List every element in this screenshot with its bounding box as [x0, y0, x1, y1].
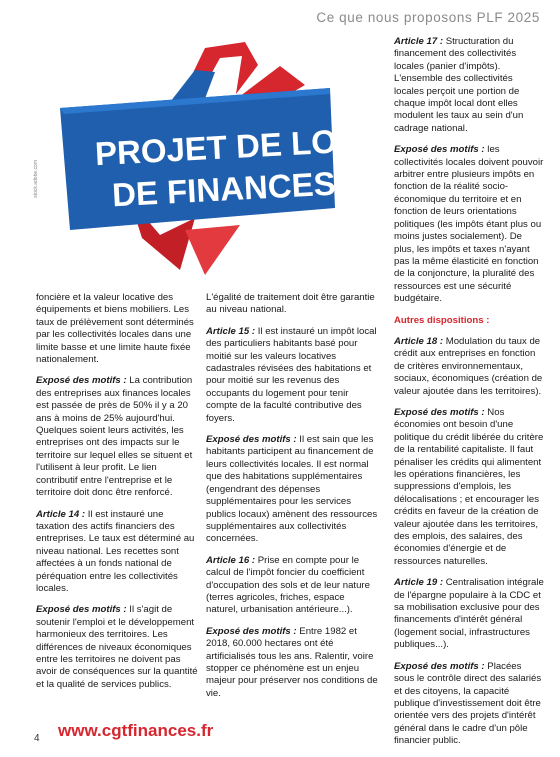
- paragraph: Article 14 : Il est instauré une taxation des actifs financiers des entreprises. Le taux est déterminé au niveau national. Les recettes sont affectées à un fonds national de péréquation entre les collectivités locales.: [36, 508, 195, 594]
- paragraph: Exposé des motifs : Placées sous le contrôle direct des salariés et des citoyens, la capacité publique d'investissement doit être orientée vers des projets d'intérêt général dans le cadre d'un pôle financier public.: [394, 660, 542, 747]
- page-number: 4: [34, 733, 40, 744]
- paragraph: Article 16 : Prise en compte pour le calcul de l'impôt foncier du coefficient d'occupation des sols et de leur nature (terres agricoles, friches, espace naturel, urbanisation antérieure...).: [206, 554, 370, 616]
- left-column: [36, 292, 198, 700]
- page-header-title: Ce que nous proposons PLF 2025: [316, 10, 540, 25]
- banner-line2: DE FINANCES: [111, 164, 337, 214]
- banner-line1: PROJET DE LOI: [94, 122, 347, 173]
- right-column: [394, 36, 544, 757]
- paragraph: Exposé des motifs : Nos économies ont besoin d'une politique du crédit libérée du critère de la rentabilité capitaliste. Il faut pénaliser les crédits qui alimentent les opérations financières, les suppressions d'emplois, les délocalisations ; et encourager les crédits en faveur de la création de valeur ajoutée dans les territoires, des emplois, des salaires, des économies d'énergie et de ressources naturelles.: [394, 406, 544, 567]
- image-credit: stock.adobe.com: [33, 160, 39, 198]
- ribbon-red-right: [185, 225, 240, 275]
- paragraph: Exposé des motifs : Entre 1982 et 2018, 60.000 hectares ont été artificialisés tous les ans. Ralentir, voire stopper ce phénomène est un enjeu majeur pour préserver nos conditions de vie.: [206, 625, 378, 699]
- paragraph: Exposé des motifs : La contribution des entreprises aux finances locales est passée de près de 50% il y a 20 ans à moins de 25% aujourd'hui. Quelques soient leurs activités, les entreprises ont des impacts sur le territoire sur lequel elles se situent et l'utilisent à leur profit. Le lien contributif entre l'entreprise et le territoire doit donc être renforcé.: [36, 375, 193, 499]
- paragraph: Article 18 : Modulation du taux de crédit aux entreprises en fonction de critères environnementaux, sociaux, économiques (création de valeur ajoutée dans les territoires).: [394, 335, 543, 397]
- paragraph: foncière et la valeur locative des équipements et biens mobiliers. Les taux de prélèvement sont déterminés par les collectivités locales dans une limite basse et une limite haute fixée nationalement.: [36, 292, 194, 366]
- paragraph: L'égalité de traitement doit être garantie au niveau national.: [206, 292, 375, 316]
- paragraph: Exposé des motifs : Il s'agit de soutenir l'emploi et le développement harmonieux des territoires. Les différences de niveaux économiques entre les territoires ne doivent pas avoir de conséquences sur la quantité et la qualité de services publics.: [36, 604, 198, 690]
- paragraph: Article 15 : Il est instauré un impôt local des particuliers habitants basé pour moitié sur les valeurs locatives cadastrales révisées des habitations et pour moitié sur les revenus des occupants du logement pour tenir compte de la faculté contributive des foyers.: [206, 325, 377, 424]
- paragraph: Exposé des motifs : Il est sain que les habitants participent au financement de leurs collectivités locales. Il est normal que des habitations supplémentaires (engendrant des dépenses supplémentaires pour les services publics locaux) amènent des ressources supplémentaires aux collectivités concernées.: [206, 434, 378, 545]
- section-heading: Autres dispositions :: [394, 314, 490, 326]
- paragraph: Exposé des motifs : les collectivités locales doivent pouvoir arbitrer entre plusieurs impôts en fonction de la réalité socio-économique du territoire et en fonction de leurs orientations politiques (les impôts étant plus ou moins justes socialement). De plus, les impôts et taxes n'ayant pas la même élasticité en fonction de la conjoncture, la pluralité des ressources est une sécurité budgétaire.: [394, 144, 544, 305]
- paragraph: Article 17 : Structuration du financement des collectivités locales (panier d'impôts). L'ensemble des collectivités locales perçoit une portion de chaque impôt local dont elles modulent les taux au sein d'un cadrage national.: [394, 36, 524, 134]
- middle-column: [206, 292, 378, 709]
- banner-graphic: [30, 30, 375, 280]
- hero-illustration: [30, 30, 375, 280]
- paragraph: Article 19 : Centralisation intégrale de l'épargne populaire à la CDC et sa mobilisation exclusive pour des financements d'intérêt général (logement social, infrastructures publiques...).: [394, 577, 544, 651]
- website-link[interactable]: www.cgtfinances.fr: [58, 721, 214, 740]
